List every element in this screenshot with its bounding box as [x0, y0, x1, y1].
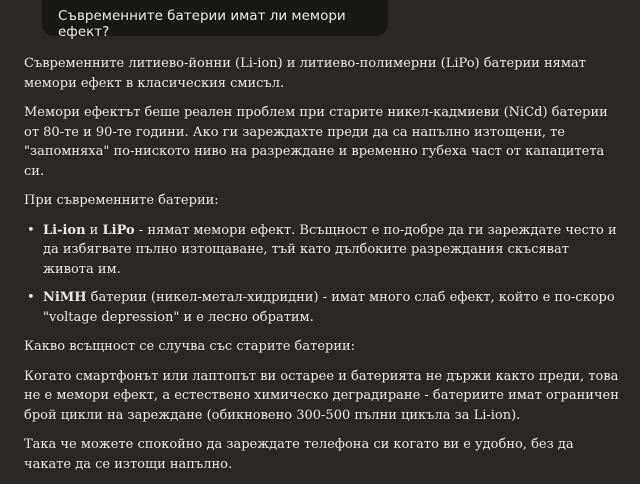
answer-paragraph-2: Мемори ефектът беше реален проблем при старите никел-кадмиеви (NiCd) батерии от 80-те и 90-те години. Ако ги зареждахте преди да са напълно изтощени, те "запомняха" по-ниското ниво на разреждане и временно губеха част от капацитета си.: [24, 105, 608, 179]
assistant-response: [24, 54, 620, 484]
bullet-dot-icon: •: [27, 222, 35, 238]
bold-term: Li-ion: [43, 222, 86, 238]
bold-term: LiPo: [102, 222, 135, 238]
user-message-bubble[interactable]: [42, 0, 388, 40]
answer-heading-old: Какво всъщност се случва със старите батерии:: [24, 339, 356, 354]
answer-paragraph-4: Така че можете спокойно да зареждате телефона си когато ви е удобно, без да чакате да се изтощи напълно.: [24, 437, 574, 472]
connector-text: и: [85, 222, 103, 238]
answer-paragraph-1: Съвременните литиево-йонни (Li-ion) и литиево-полимерни (LiPo) батерии нямат мемори ефект в класическия смисъл.: [24, 56, 586, 91]
list-item: [24, 221, 620, 280]
answer-heading-modern: При съвременните батерии:: [24, 193, 219, 208]
list-item-text: батерии (никел-метал-хидридни) - имат много слаб ефект, който е по-скоро "voltage depression" и е лесно обратим.: [43, 290, 615, 325]
bullet-dot-icon: •: [27, 290, 35, 305]
answer-paragraph-3: Когато смартфонът или лаптопът ви остарее и батерията не държи както преди, това не е мемори ефект, а естествено химическо деградиране - батериите имат ограничен брой цикли на зареждане (обикновено 300-500 пълни цикъла за Li-ion).: [24, 368, 619, 423]
battery-bullet-list: [24, 221, 620, 328]
user-message-text: Съвременните батерии имат ли мемори ефект?: [58, 8, 346, 40]
list-item-text: - нямат мемори ефект. Всъщност е по-добре да ги зареждате често и да избягвате пълно изтощаване, тъй като дълбоките разреждания скъсяват живота им.: [43, 222, 617, 277]
bold-term: NiMH: [43, 290, 87, 305]
list-item: [24, 288, 620, 327]
